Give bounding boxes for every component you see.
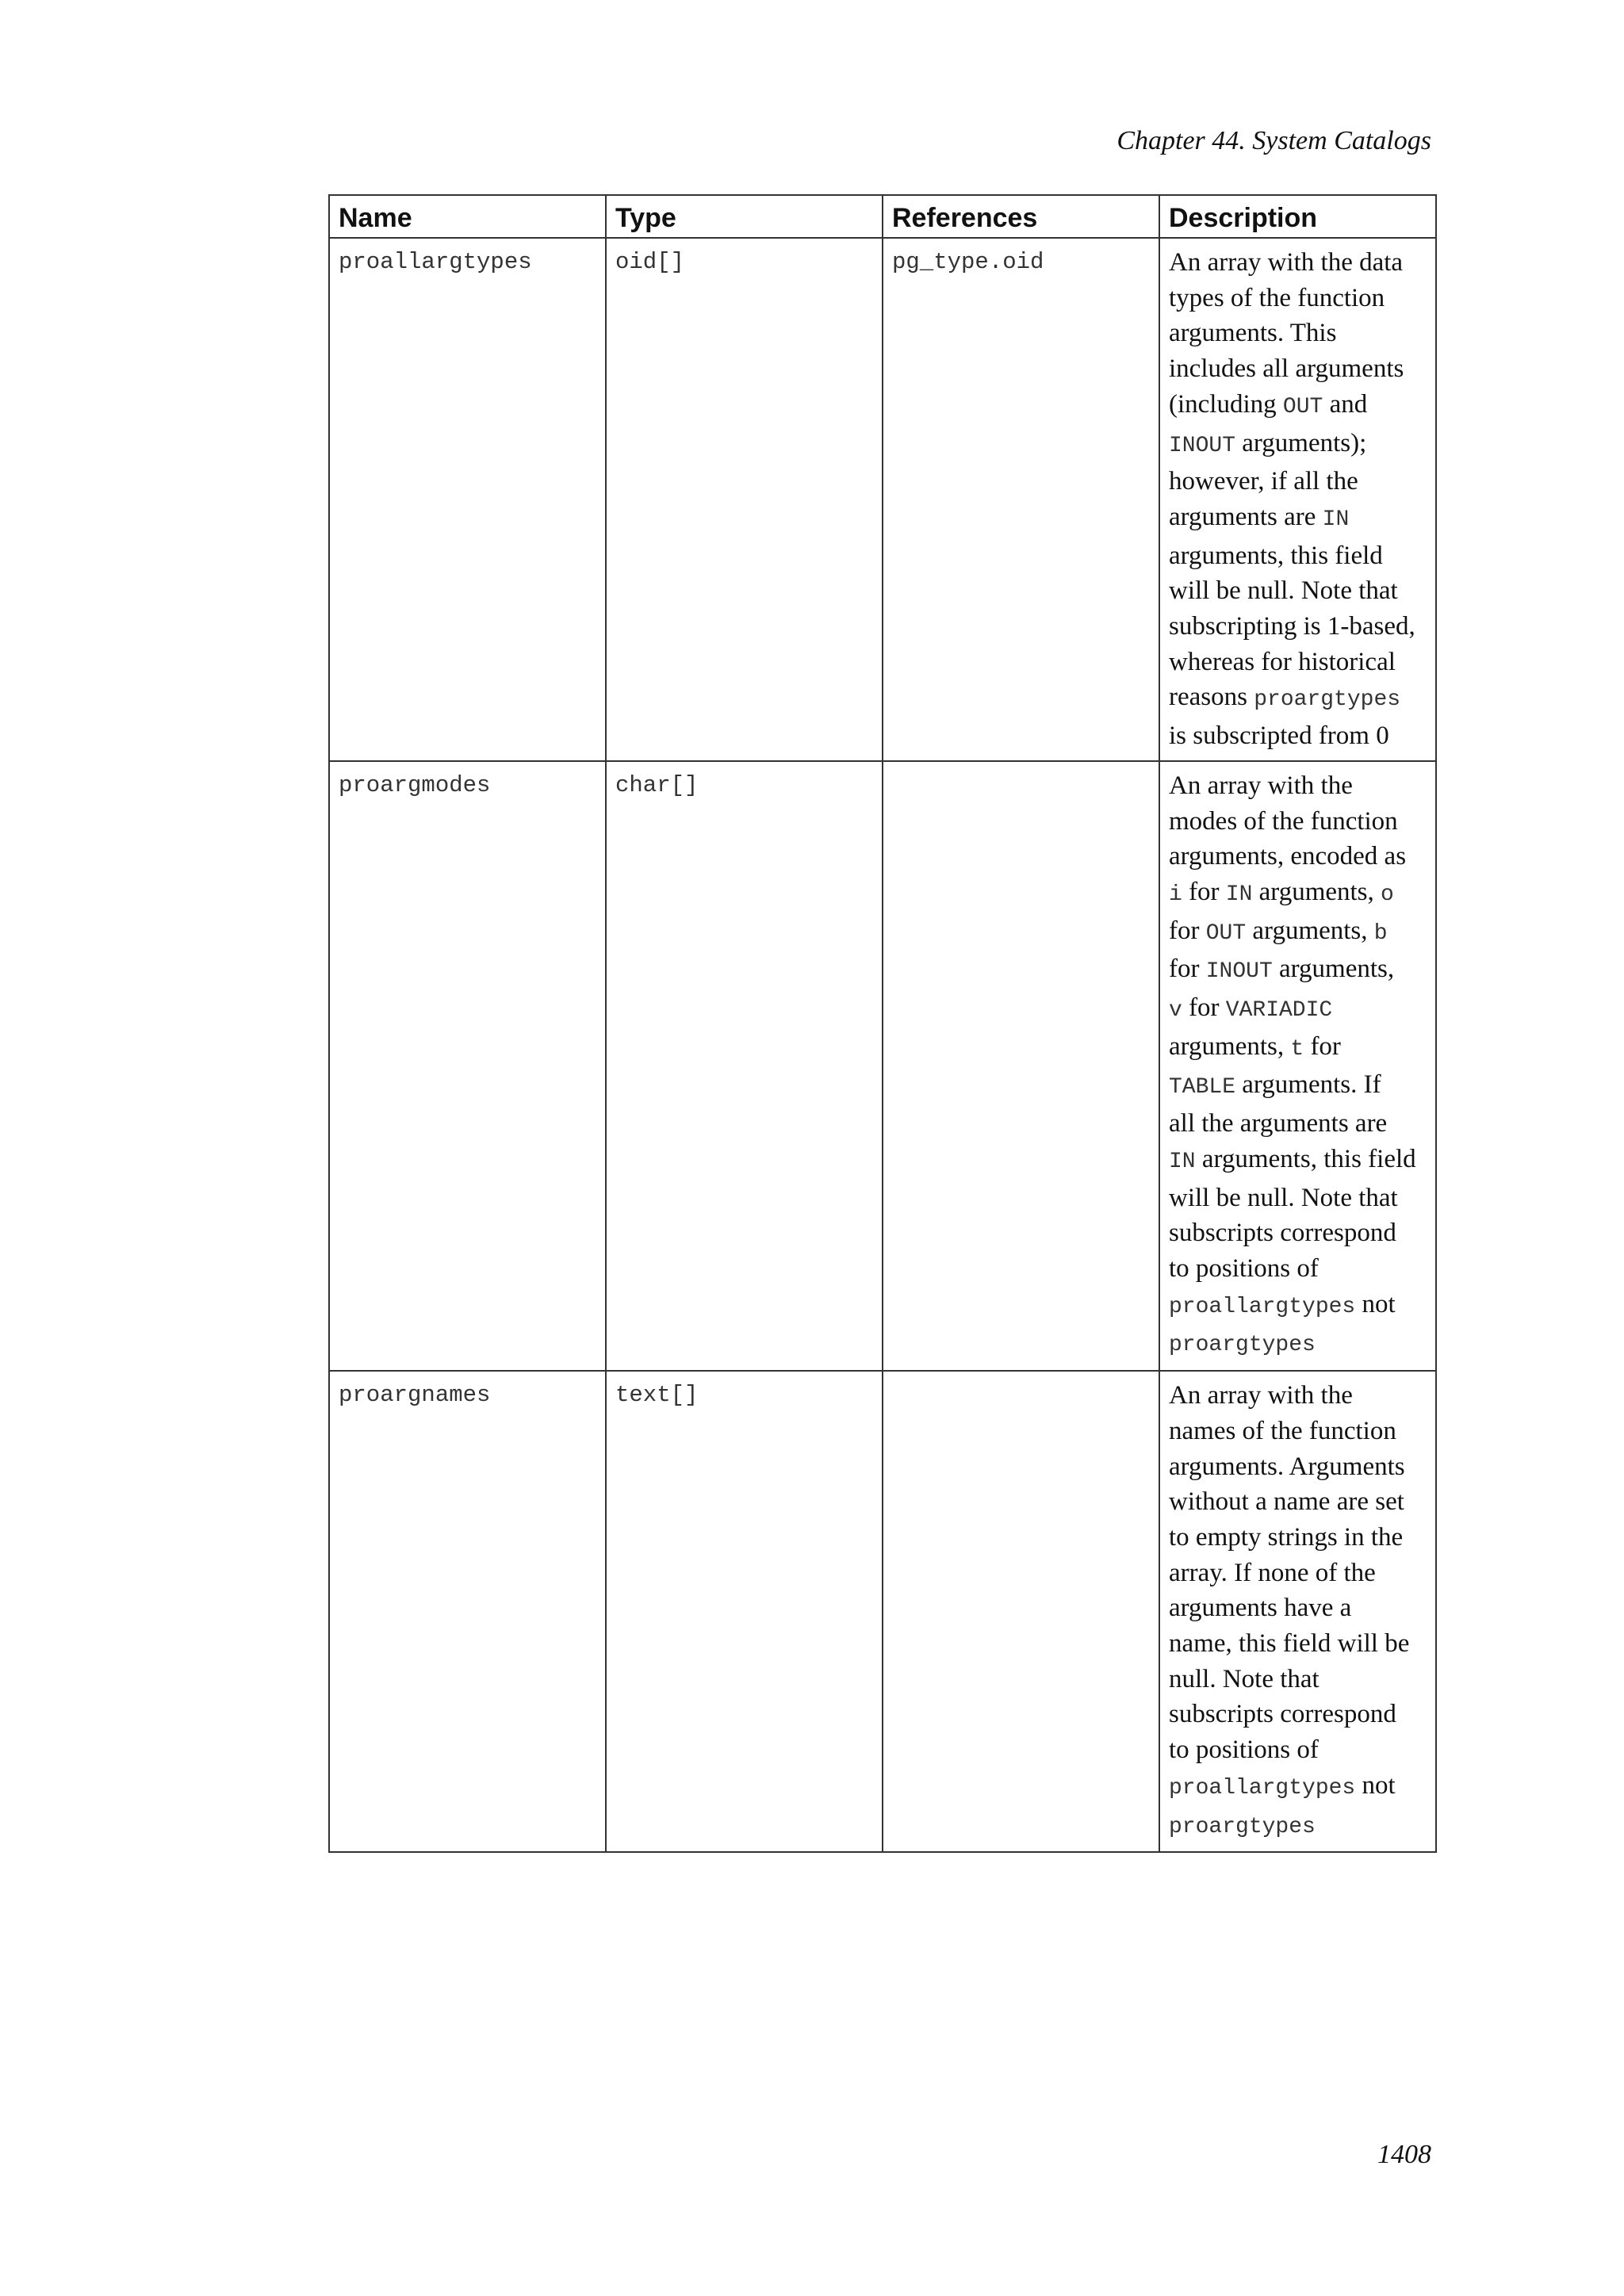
inline-code: IN [1169,1149,1196,1174]
description-text: An array with the [1169,1381,1353,1410]
inline-code: b [1373,920,1388,946]
cell-type: oid[] [606,238,883,761]
inline-code: proargtypes [1169,1333,1316,1358]
table-row [329,761,1436,1371]
page-number: 1408 [1377,2140,1431,2169]
inline-code: v [1169,998,1182,1024]
description-line [1169,316,1429,351]
description-line [1169,1732,1429,1768]
description-text: subscripts correspond [1169,1219,1396,1248]
description-line [1169,768,1429,804]
inline-code: INOUT [1205,959,1273,985]
catalog-table [328,194,1437,1853]
inline-code: t [1290,1036,1304,1062]
description-text: will be null. Note that [1169,576,1398,606]
description-line [1169,874,1429,913]
description-text: and [1323,389,1368,419]
description-text: arguments, this field [1195,1144,1416,1173]
description-line [1169,351,1429,387]
description-text: reasons [1169,683,1254,712]
cell-references: pg_type.oid [883,238,1159,761]
description-line [1169,990,1429,1029]
description-text: arguments. Arguments [1169,1452,1405,1481]
description-line [1169,573,1429,609]
description-line [1169,951,1429,990]
cell-description [1159,761,1436,1371]
inline-code: IN [1225,882,1253,907]
description-line [1169,245,1429,281]
description-text: null. Note that [1169,1664,1320,1693]
column-header-description: Description [1159,195,1436,238]
description-line [1169,1662,1429,1697]
column-header-type: Type [606,195,883,238]
description-line [1169,679,1429,718]
description-text: arguments, [1169,1031,1291,1061]
inline-code: IN [1322,507,1350,532]
description-text: arguments, [1252,877,1381,906]
cell-name: proargnames [329,1371,606,1852]
cell-type: char[] [606,761,883,1371]
description-text: arguments have a [1169,1594,1352,1623]
description-text: not [1355,1289,1396,1318]
description-text: to positions of [1169,1253,1319,1283]
description-line [1169,1106,1429,1142]
description-line [1169,499,1429,538]
description-text: however, if all the [1169,467,1358,496]
description-line [1169,1807,1429,1846]
description-text: for [1304,1031,1341,1061]
description-line [1169,1484,1429,1520]
description-line [1169,839,1429,874]
description-line [1169,538,1429,574]
description-line [1169,1378,1429,1414]
cell-references [883,761,1159,1371]
description-text: to empty strings in the [1169,1522,1404,1552]
description-text: for [1169,955,1206,984]
description-text: modes of the function [1169,806,1398,836]
column-header-name: Name [329,195,606,238]
inline-code: OUT [1282,394,1323,419]
description-line [1169,609,1429,645]
description-text: names of the function [1169,1416,1396,1445]
description-line [1169,1067,1429,1106]
description-text: includes all arguments [1169,354,1404,384]
description-text: without a name are set [1169,1487,1404,1517]
description-text: whereas for historical [1169,647,1396,676]
cell-description [1159,1371,1436,1852]
description-line [1169,1449,1429,1485]
cell-type: text[] [606,1371,883,1852]
description-line [1169,387,1429,426]
description-line [1169,1142,1429,1181]
inline-code: proallargtypes [1169,1775,1356,1800]
running-head: Chapter 44. System Catalogs [1116,126,1431,155]
table-header-row [329,195,1436,238]
description-line [1169,1626,1429,1662]
description-line [1169,1029,1429,1068]
description-text: array. If none of the [1169,1558,1376,1587]
description-text: all the arguments are [1169,1109,1388,1138]
inline-code: INOUT [1169,433,1236,458]
description-line [1169,1181,1429,1216]
description-line [1169,1325,1429,1364]
description-text: arguments are [1169,502,1323,531]
description-text: types of the function [1169,283,1385,312]
cell-description [1159,238,1436,761]
description-text: arguments, [1272,955,1395,984]
description-line [1169,281,1429,316]
inline-code: OUT [1205,920,1247,946]
inline-code: TABLE [1169,1075,1236,1100]
description-line [1169,1590,1429,1626]
inline-code: proallargtypes [1169,1294,1356,1319]
description-text: arguments); [1235,428,1367,457]
description-line [1169,804,1429,840]
description-text: is subscripted from 0 [1169,721,1389,751]
description-text: to positions of [1169,1735,1319,1765]
description-line [1169,1251,1429,1287]
description-text: for [1182,993,1226,1023]
description-text: will be null. Note that [1169,1183,1398,1212]
description-text: An array with the [1169,771,1353,800]
inline-code: proargtypes [1169,1814,1316,1839]
description-text: for [1182,877,1226,906]
description-text: not [1355,1770,1396,1800]
description-text: arguments, this field [1169,541,1383,570]
description-text: arguments. If [1235,1070,1381,1100]
description-line [1169,1697,1429,1732]
description-line [1169,645,1429,680]
description-text: for [1169,916,1206,945]
table-row [329,238,1436,761]
description-line [1169,426,1429,465]
description-text: name, this field will be [1169,1629,1410,1659]
cell-name: proargmodes [329,761,606,1371]
cell-name: proallargtypes [329,238,606,761]
inline-code: VARIADIC [1225,998,1333,1024]
description-line [1169,913,1429,952]
inline-code: i [1169,882,1182,907]
description-text: An array with the data [1169,248,1404,277]
description-text: arguments. This [1169,319,1337,348]
inline-code: o [1381,882,1394,907]
description-line [1169,1520,1429,1556]
cell-references [883,1371,1159,1852]
description-line [1169,1215,1429,1251]
description-line [1169,464,1429,499]
table-row [329,1371,1436,1852]
description-line [1169,1287,1429,1326]
inline-code: proargtypes [1254,687,1401,713]
description-text: arguments, encoded as [1169,842,1407,871]
column-header-references: References [883,195,1159,238]
description-line [1169,718,1429,754]
description-text: subscripting is 1-based, [1169,612,1415,641]
description-text: arguments, [1246,916,1374,945]
description-line [1169,1556,1429,1591]
description-text: subscripts correspond [1169,1700,1396,1729]
description-line [1169,1768,1429,1807]
description-text: (including [1169,389,1283,419]
description-line [1169,1414,1429,1449]
